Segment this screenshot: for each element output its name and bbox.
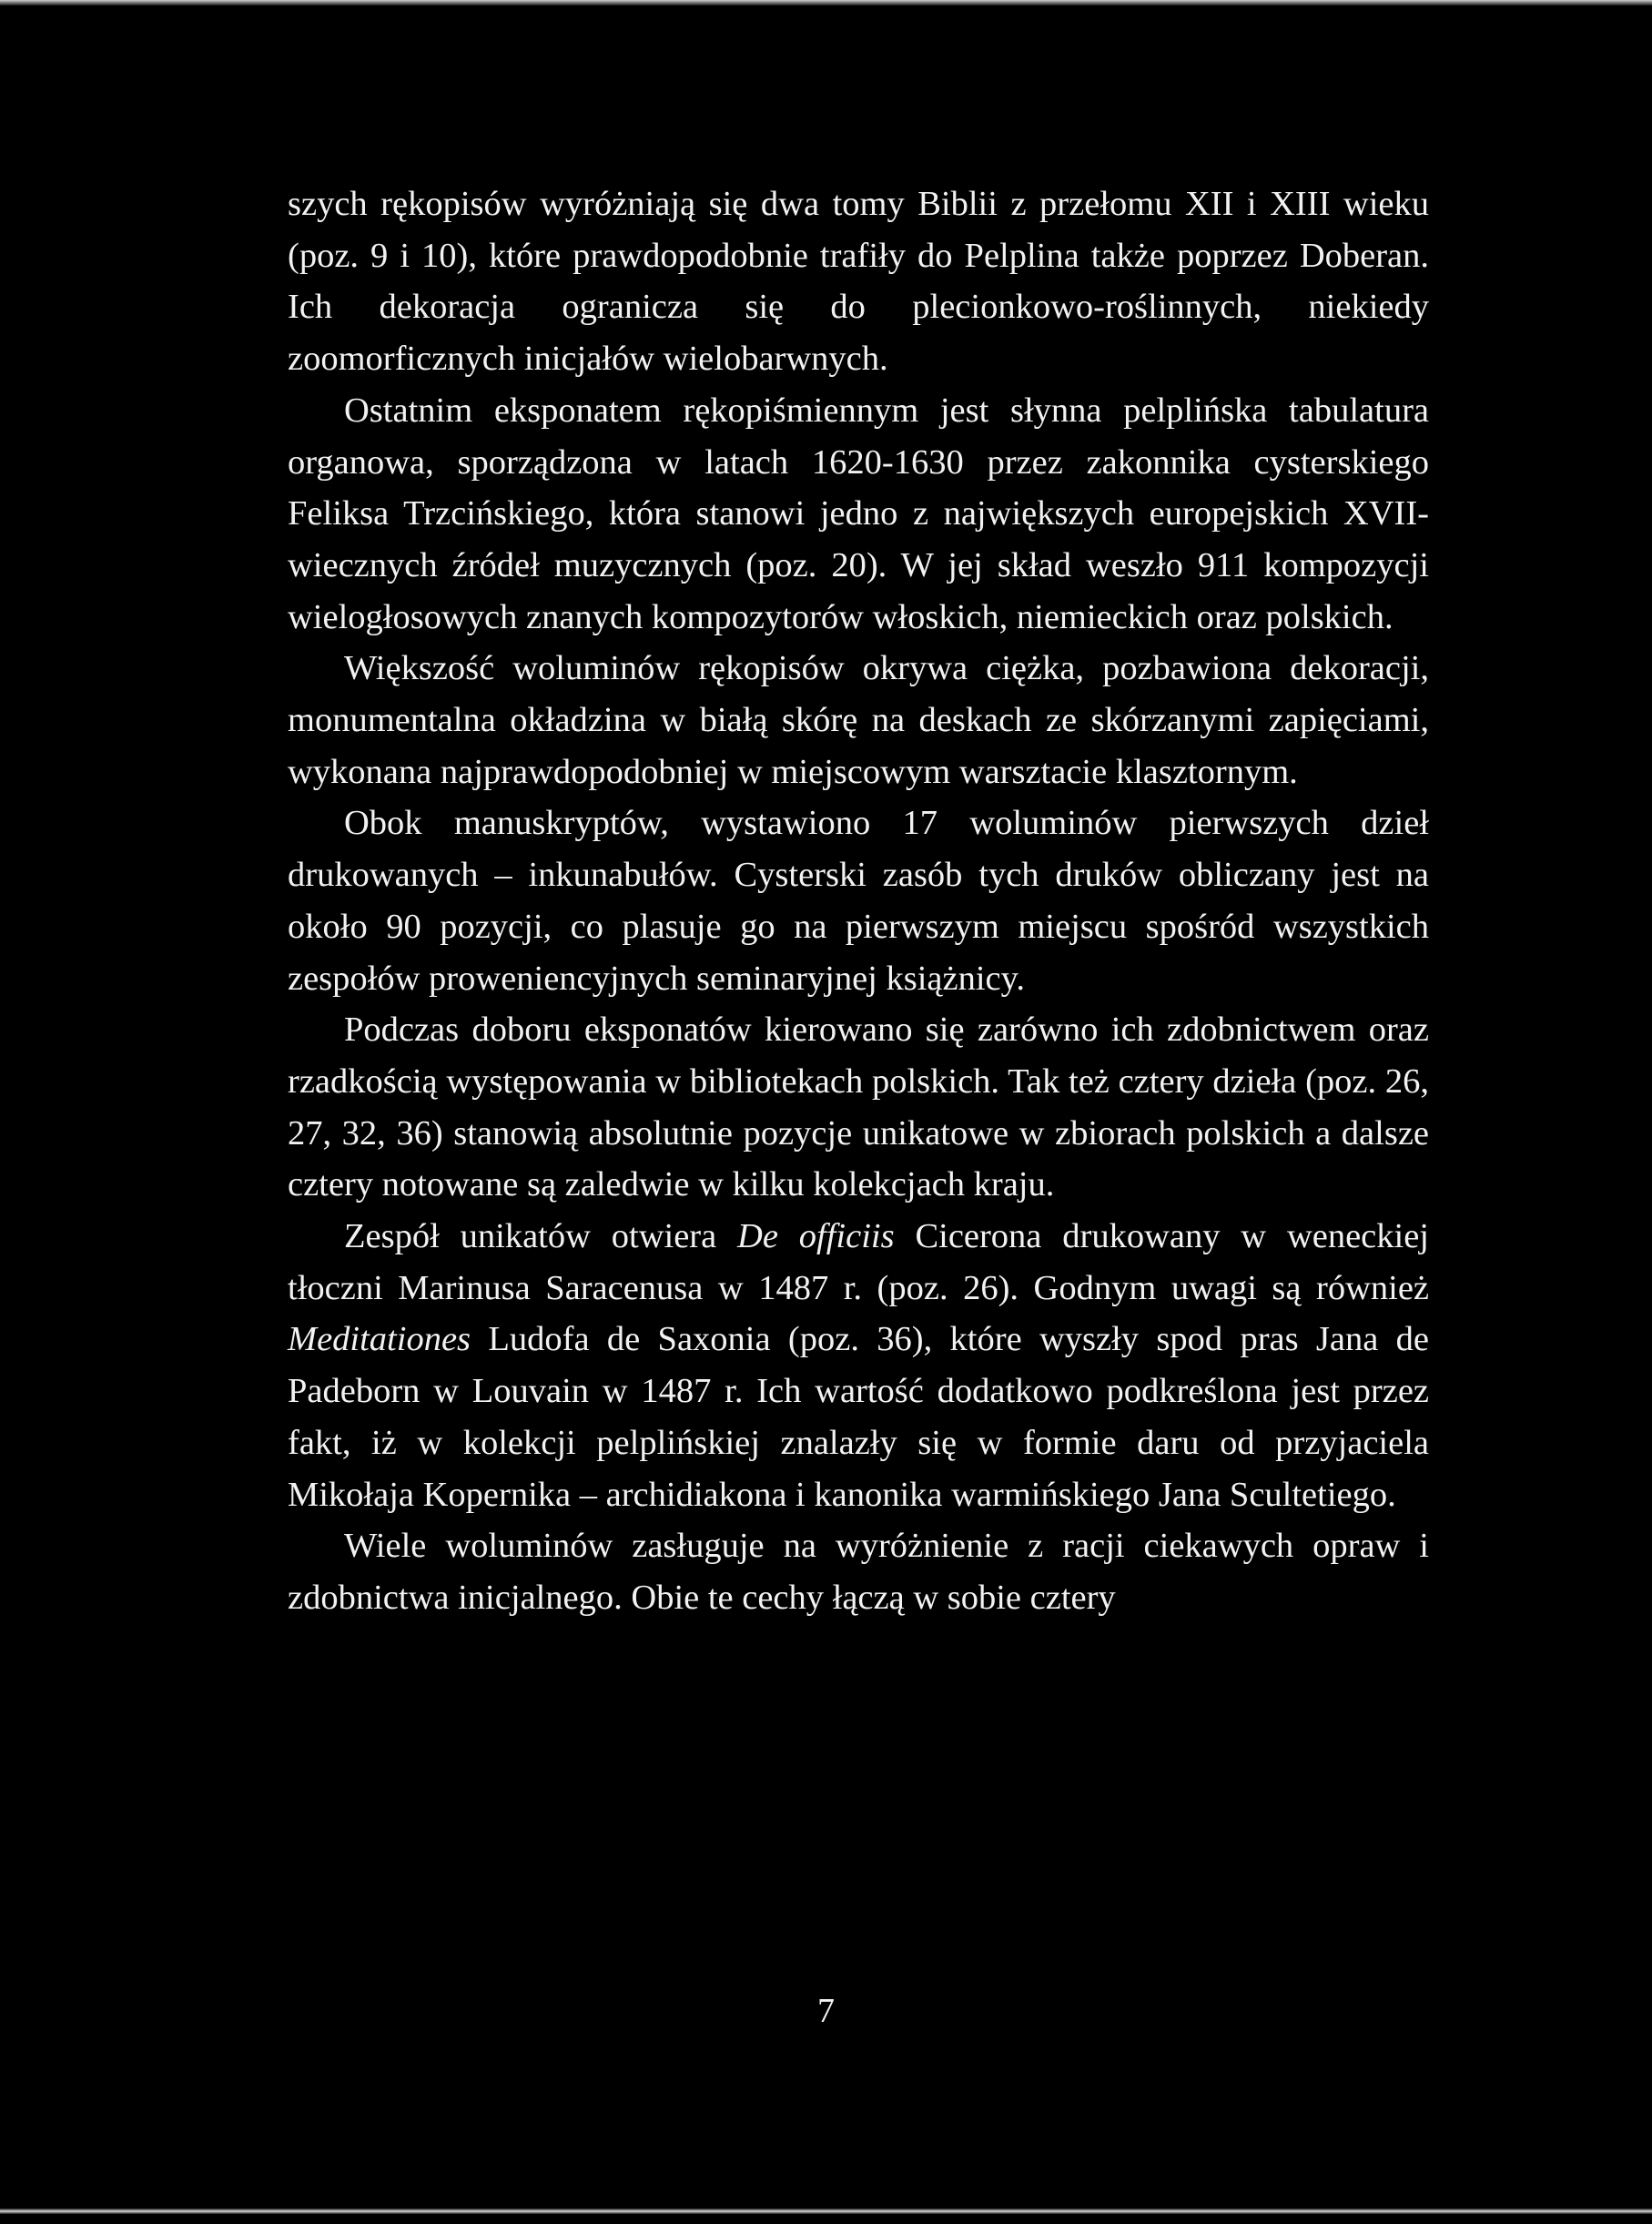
- page-number: 7: [817, 1992, 835, 2030]
- paragraph-6-part-a: Zespół unikatów otwiera: [344, 1217, 738, 1256]
- paragraph-5: Podczas doboru eksponatów kierowano się zarówno ich zdobnictwem oraz rzadkością występowania w bibliotekach polskich. Tak też cztery dzieła (poz. 26, 27, 32, 36) stanowią absolutnie pozycje unikatowe w zbiorach polskich a dalsze cztery notowane są zaledwie w kilku kolekcjach kraju.: [288, 1010, 1429, 1204]
- book-title-de-officiis: De officiis: [737, 1217, 895, 1256]
- paragraph-4: Obok manuskryptów, wystawiono 17 woluminów pierwszych dzieł drukowanych – inkunabułów. Cysterski zasób tych druków obliczany jest na około 90 pozycji, co plasuje go na pierwszym miejscu spośród wszystkich zespołów proweniencyjnych seminaryjnej książnicy.: [288, 804, 1429, 998]
- paragraph-6-part-b: Cicerona drukowany w weneckiej tłoczni Marinusa Saracenusa w 1487 r. (poz. 26). Godnym uwagi są również: [288, 1217, 1429, 1307]
- paragraph-7: Wiele woluminów zasługuje na wyróżnienie z racji ciekawych opraw i zdobnictwa inicjalnego. Obie te cechy łączą w sobie cztery: [288, 1527, 1429, 1617]
- scan-edge-bottom: [0, 2209, 1652, 2214]
- paragraph-1: szych rękopisów wyróżniają się dwa tomy Biblii z przełomu XII i XIII wieku (poz. 9 i 10), które prawdopodobnie trafiły do Pelplina także poprzez Doberan. Ich dekoracja ogranicza się do plecionkowo-roślinnych, niekiedy zoomorficznych inicjałów wielobarwnych.: [288, 185, 1429, 379]
- paragraph-2: Ostatnim eksponatem rękopiśmiennym jest słynna pelplińska tabulatura organowa, sporządzona w latach 1620-1630 przez zakonnika cysterskiego Feliksa Trzcińskiego, która stanowi jedno z największych europejskich XVII- wiecznych źródeł muzycznych (poz. 20). W jej skład weszło 911 kompozycji wielogłosowych znanych kompozytorów włoskich, niemieckich oraz polskich.: [288, 391, 1429, 636]
- book-title-meditationes: Meditationes: [288, 1320, 471, 1359]
- paragraph-6: [288, 1211, 1429, 1520]
- paragraph-3: Większość woluminów rękopisów okrywa ciężka, pozbawiona dekoracji, monumentalna okładzina w białą skórę na deskach ze skórzanymi zapięciami, wykonana najprawdopodobniej w miejscowym warsztacie klasztornym.: [288, 649, 1429, 791]
- page-text: [288, 178, 1429, 1624]
- paragraph-6-part-c: Ludofa de Saxonia (poz. 36), które wyszły spod pras Jana de Padeborn w Louvain w 1487 r. Ich wartość dodatkowo podkreślona jest przez fakt, iż w kolekcji pelplińskiej znalazły się w formie daru od przyjaciela Mikołaja Kopernika – archidiakona i kanonika warmińskiego Jana Scultetiego.: [288, 1320, 1429, 1514]
- scan-edge-top: [0, 0, 1652, 5]
